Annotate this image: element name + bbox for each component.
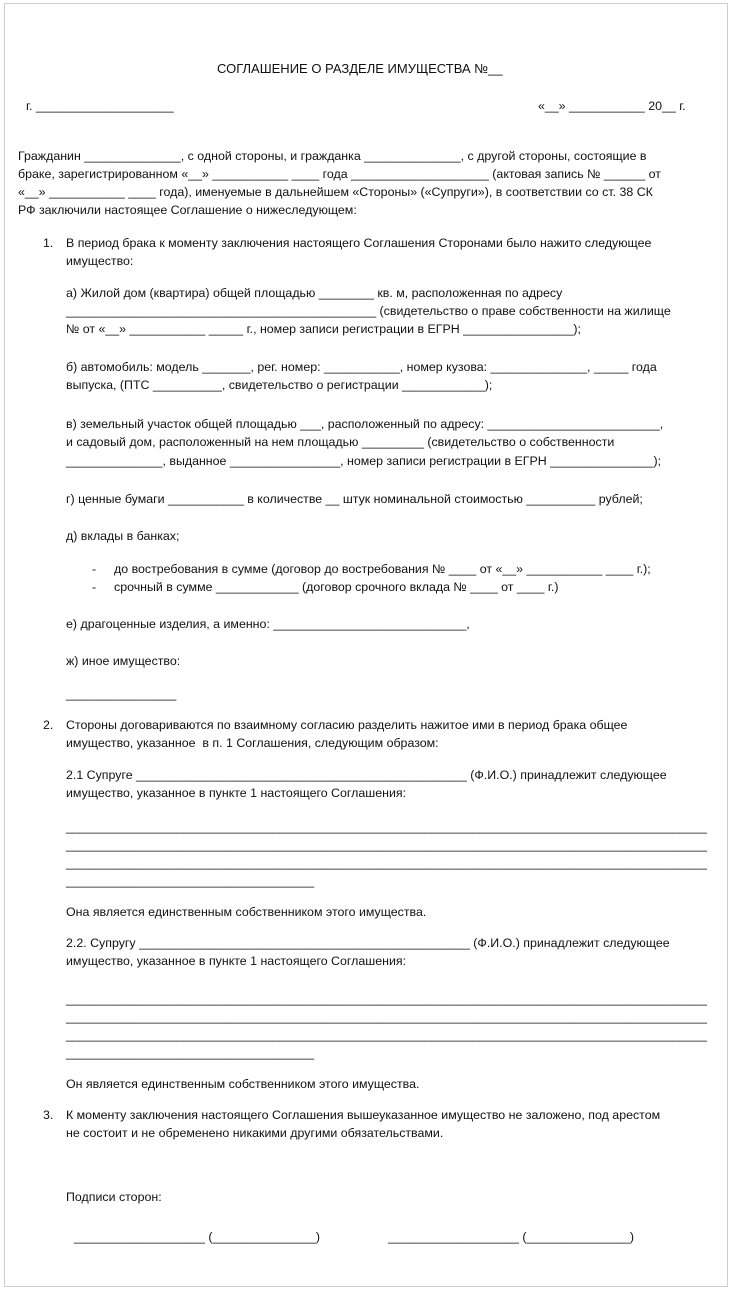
subsection-2-1-line-2: имущество, указанное в пункте 1 настоящего Соглашения: xyxy=(66,786,407,800)
item-v-line-3: ______________, выданное ________________, номер записи регистрации в ЕГРН _______________); xyxy=(66,454,662,468)
section-1-number: 1. xyxy=(43,236,54,250)
item-zh-blank: ________________ xyxy=(66,687,177,701)
deposit-bullet-2: - xyxy=(92,580,97,594)
item-a-line-1: а) Жилой дом (квартира) общей площадью ________ кв. м, расположенная по адресу xyxy=(66,286,563,300)
section-2-number: 2. xyxy=(43,718,54,732)
deposit-item-1: до востребования в сумме (договор до востребования № ____ от «__» ___________ ____ г.); xyxy=(114,562,651,576)
subsection-2-1-owner: Она является единственным собственником этого имущества. xyxy=(66,905,427,919)
item-g: г) ценные бумаги ___________ в количестве __ штук номинальной стоимостью __________ рублей; xyxy=(66,492,643,506)
subsection-2-1-blank-2: _____________________________________________________________________________________________ xyxy=(66,838,707,852)
intro-line-3: «__» ___________ ____ года), именуемые в дальнейшем «Стороны» («Супруги»), в соответствии со ст. 38 СК xyxy=(18,185,653,199)
document-title: СОГЛАШЕНИЕ О РАЗДЕЛЕ ИМУЩЕСТВА №__ xyxy=(217,61,503,76)
section-2-line-1: Стороны договариваются по взаимному согласию разделить нажитое ими в период брака общее xyxy=(66,718,628,732)
signatures-label: Подписи сторон: xyxy=(66,1190,162,1204)
item-e: е) драгоценные изделия, а именно: ____________________________, xyxy=(66,617,470,631)
section-3-line-1: К моменту заключения настоящего Соглашения вышеуказанное имущество не заложено, под арестом xyxy=(66,1108,661,1122)
signature-left: ___________________ (_______________) xyxy=(74,1230,320,1244)
section-1-line-1: В период брака к моменту заключения настоящего Соглашения Сторонами было нажито следующее xyxy=(66,236,652,250)
item-a-line-2: _____________________________________________ (свидетельство о праве собственности на жилище xyxy=(66,304,671,318)
deposit-bullet-1: - xyxy=(92,562,97,576)
subsection-2-2-owner: Он является единственным собственником этого имущества. xyxy=(66,1077,420,1091)
subsection-2-2-blank-1: _____________________________________________________________________________________________ xyxy=(66,992,707,1006)
deposit-item-2: срочный в сумме ____________ (договор срочного вклада № ____ от ____ г.) xyxy=(114,580,559,594)
subsection-2-1-line-1: 2.1 Супруге ________________________________________________ (Ф.И.О.) принадлежит следующее xyxy=(66,768,667,782)
section-2-line-2: имущество, указанное в п. 1 Соглашения, следующим образом: xyxy=(66,736,439,750)
item-zh: ж) иное имущество: xyxy=(66,654,181,668)
section-3-line-2: не состоит и не обременено никакими другими обязательствами. xyxy=(66,1126,444,1140)
subsection-2-2-line-1: 2.2. Супругу ________________________________________________ (Ф.И.О.) принадлежит следующее xyxy=(66,936,670,950)
signature-right: ___________________ (_______________) xyxy=(388,1230,634,1244)
section-1-line-2: имущество: xyxy=(66,254,134,268)
item-v-line-2: и садовый дом, расположенный на нем площадью _________ (свидетельство о собственности xyxy=(66,435,615,449)
subsection-2-2-blank-3: _____________________________________________________________________________________________ xyxy=(66,1028,707,1042)
item-b-line-2: выпуска, (ПТС __________, свидетельство о регистрации ____________); xyxy=(66,378,493,392)
item-v-line-1: в) земельный участок общей площадью ___, расположенный по адресу: _________________________, xyxy=(66,417,664,431)
subsection-2-1-blank-3: _____________________________________________________________________________________________ xyxy=(66,856,707,870)
item-d: д) вклады в банках; xyxy=(66,529,180,543)
subsection-2-1-blank-1: _____________________________________________________________________________________________ xyxy=(66,820,707,834)
subsection-2-2-blank-2: _____________________________________________________________________________________________ xyxy=(66,1010,707,1024)
intro-line-2: браке, зарегистрированном «__» ___________ ____ года ____________________ (актовая запись № ______ от xyxy=(18,167,661,181)
subsection-2-1-blank-4: ____________________________________ xyxy=(66,874,315,888)
section-3-number: 3. xyxy=(43,1108,54,1122)
intro-line-1: Гражданин ______________, с одной стороны, и гражданка ______________, с другой стороны, состоящие в xyxy=(18,149,647,163)
city-field: г. ____________________ xyxy=(26,99,174,113)
subsection-2-2-blank-4: ____________________________________ xyxy=(66,1046,315,1060)
intro-line-4: РФ заключили настоящее Соглашение о нижеследующем: xyxy=(18,203,357,217)
item-b-line-1: б) автомобиль: модель _______, рег. номер: ___________, номер кузова: ______________, _____ года xyxy=(66,360,657,374)
item-a-line-3: № от «__» ___________ _____ г., номер записи регистрации в ЕГРН ________________); xyxy=(66,322,581,336)
subsection-2-2-line-2: имущество, указанное в пункте 1 настоящего Соглашения: xyxy=(66,954,407,968)
date-field: «__» ___________ 20__ г. xyxy=(538,99,686,113)
